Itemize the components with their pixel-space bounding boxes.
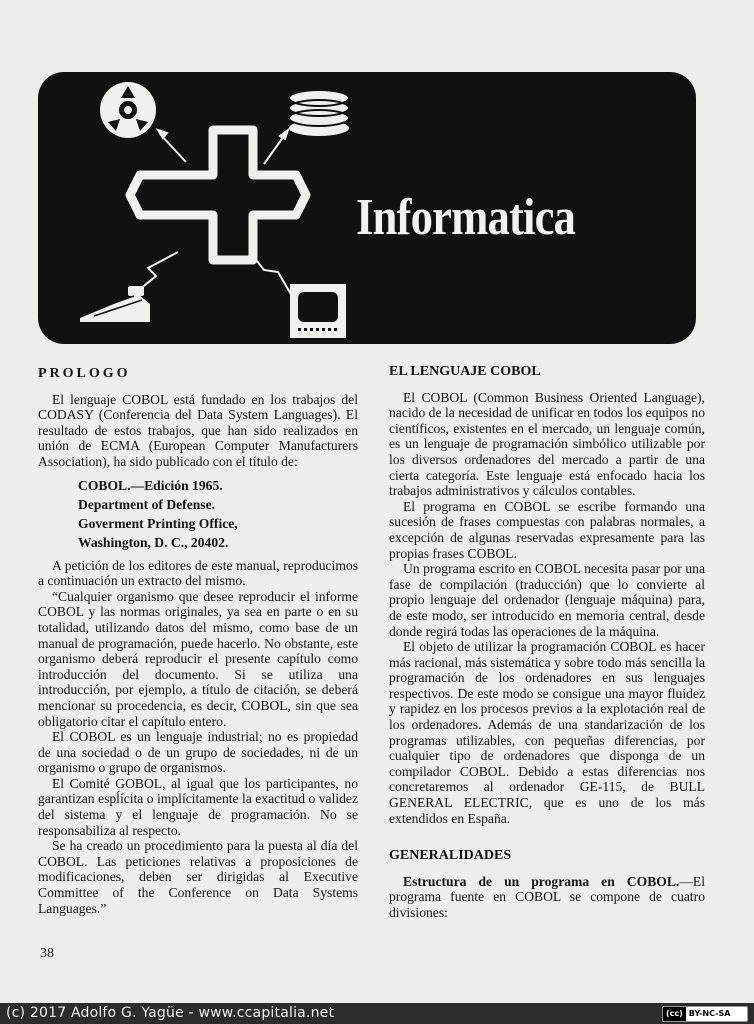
cobol-heading: EL LENGUAJE COBOL bbox=[389, 364, 541, 379]
footer-credit[interactable]: (c) 2017 Adolfo G. Yagüe - www.ccapitalia.net bbox=[6, 1005, 335, 1021]
license-badge[interactable] bbox=[662, 1006, 748, 1022]
paragraph: A petición de los editores de este manual, reproducimos a continuación un extracto del mismo. bbox=[38, 557, 358, 589]
paragraph: El programa en COBOL se escribe formando una sucesión de frases compuestas con palabras normales, a excepción de algunas reservadas expresamente para las propias frases COBOL. bbox=[389, 498, 705, 561]
citation-line: Washington, D. C., 20402. bbox=[78, 534, 229, 550]
disk-pack-icon bbox=[289, 90, 349, 136]
tape-reel-icon bbox=[100, 82, 156, 138]
left-column bbox=[38, 366, 358, 916]
generalidades-heading: GENERALIDADES bbox=[389, 848, 512, 864]
citation-block bbox=[78, 476, 358, 552]
cross-cpu-icon bbox=[130, 130, 306, 260]
paragraph: Se ha creado un procedimiento para la puesta al día del COBOL. Las peticiones relativas a proposiciones de modificaciones, deben ser dirigidas al Executive Committee of the Conference on Data Systems Languages.” bbox=[38, 838, 358, 916]
paragraph: El Comité GOBOL, al igual que los participantes, no garantizan espĺícita o implícitamente la exactitud o validez del sistema y el lenguaje de programación. No se responsabiliza al respecto. bbox=[38, 775, 358, 838]
monitor-icon bbox=[290, 284, 346, 338]
header-banner bbox=[38, 72, 696, 344]
prologo-heading: PROLOGO bbox=[38, 366, 131, 381]
right-column bbox=[389, 364, 705, 921]
section-gap bbox=[389, 826, 705, 848]
paragraph: El COBOL (Common Business Oriented Language), nacido de la necesidad de unificar en todos los equipos no científicos, existentes en el mercado, un lenguaje común, es un lenguaje de programación simbólico utilizable por los diversos ordenadores del mercado a partir de una cierta categoría. Este lenguaje está enfocado hacia los trabajos administrativos y cálculos contables. bbox=[389, 389, 705, 499]
cc-icon: (cc) bbox=[663, 1007, 686, 1021]
paragraph: “Cualquier organismo que desee reproducir el informe COBOL y las normas originales, ya sea en parte o en su totalidad, utilizando datos del mismo, como base de un manual de programación, puede hacerlo. No obstante, este organismo deberá reproducir el presente capítulo como introducción del documento. Si se utiliza una introducción, por ejemplo, a título de citación, se deberá mencionar su procedencia, es decir, COBOL, sin que sea obligatorio citar el capítulo entero. bbox=[38, 588, 358, 729]
banner-title: Informatica bbox=[356, 189, 576, 246]
license-label: BY-NC-SA bbox=[688, 1009, 731, 1018]
typewriter-icon bbox=[80, 286, 150, 322]
page-number: 38 bbox=[40, 946, 54, 961]
paragraph-lead: Estructura de un programa en COBOL. bbox=[403, 873, 680, 889]
footer-bar bbox=[0, 1003, 754, 1024]
citation-line: COBOL.—Edición 1965. bbox=[78, 477, 223, 493]
paragraph: El COBOL es un lenguaje industrial; no es propiedad de una sociedad o de un grupo de sociedades, ni de un organismo o grupo de organismos. bbox=[38, 729, 358, 776]
citation-line: Department of Defense. bbox=[78, 496, 216, 512]
paragraph: El objeto de utilizar la programación COBOL es hacer más racional, más sistemática y sobre todo más sencilla la programación de los ordenadores en sus lenguajes respectivos. De este modo se consigue una mayor fluidez y rapidez en los procesos previos a la explotación real de los ordenadores. Además de una standarización de los programas utilizables, con pequeñas diferencias, por cualquier tipo de ordenadores que disponga de un compilador COBOL. Debido a estas diferencias nos concretaremos al ordenador GE-115, de BULL GENERAL ELECTRIC, que es uno de los más extendidos en España. bbox=[389, 639, 705, 826]
citation-line: Goverment Printing Office, bbox=[78, 515, 238, 531]
paragraph: Un programa escrito en COBOL necesita pasar por una fase de compilación (traducción) que lo convierte al propio lenguaje del ordenador (lenguaje máquina) para, de este modo, ser introducido en memoria central, desde donde regirá todas las operaciones de la máquina. bbox=[389, 561, 705, 639]
paragraph-rest: —El programa fuente en COBOL se compone de cuatro divisiones: bbox=[389, 873, 705, 920]
paragraph: El lenguaje COBOL está fundado en los trabajos del CODASY (Conferencia del Data System Languages). El resultado de estos trabajos, que han sido realizados en unión de ECMA (European Computer Manufacturers Association), ha sido publicado con el título de: bbox=[38, 391, 358, 469]
paragraph bbox=[389, 874, 705, 921]
